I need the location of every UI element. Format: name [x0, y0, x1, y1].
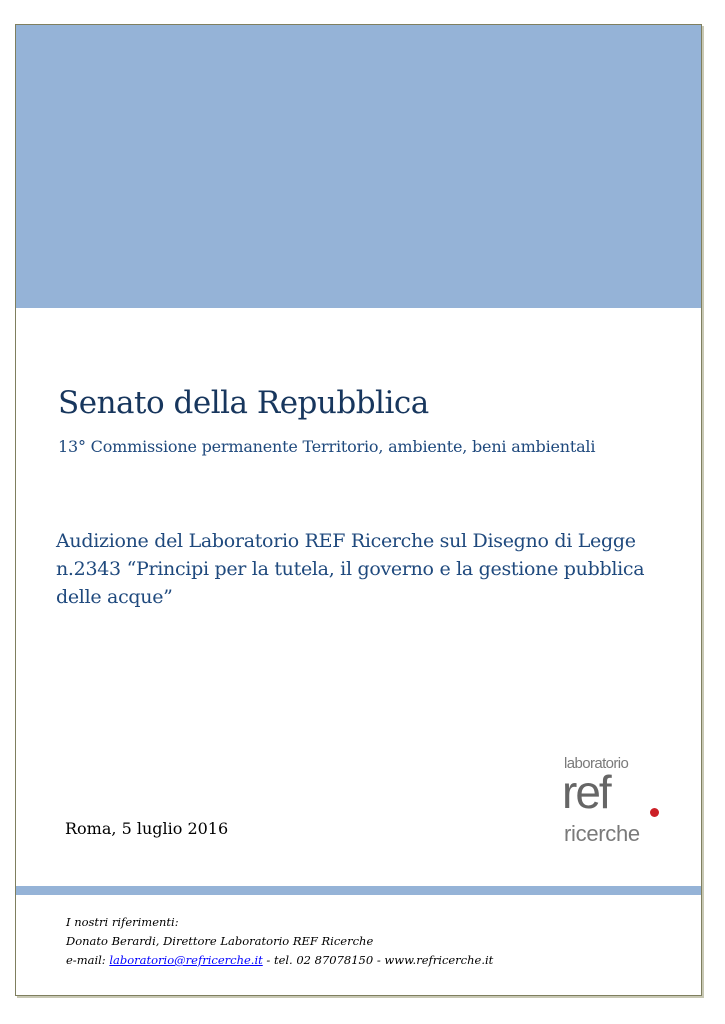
- references-contact: Donato Berardi, Direttore Laboratorio REF Ricerche: [66, 934, 374, 948]
- references-block: [66, 913, 493, 970]
- document-page: [15, 24, 702, 996]
- hearing-line: n.2343 “Principi per la tutela, il governo e la gestione pubblica: [56, 558, 645, 580]
- references-heading: I nostri riferimenti:: [66, 915, 179, 929]
- email-link[interactable]: laboratorio@refricerche.it: [109, 953, 263, 967]
- header-color-band: [16, 25, 701, 308]
- logo-text-ref: ref: [562, 766, 610, 818]
- references-email-line: [66, 951, 493, 970]
- hearing-line: Audizione del Laboratorio REF Ricerche sul Disegno di Legge: [56, 530, 636, 552]
- page-title: Senato della Repubblica: [58, 385, 429, 421]
- hearing-line: delle acque”: [56, 586, 173, 608]
- hearing-description: [56, 527, 656, 611]
- document-date: Roma, 5 luglio 2016: [65, 819, 229, 838]
- logo-text-top: laboratorio: [564, 755, 629, 772]
- commission-subtitle: 13° Commissione permanente Territorio, ambiente, beni ambientali: [58, 437, 596, 456]
- logo-red-dot: [650, 808, 659, 817]
- footer-color-band: [16, 886, 701, 895]
- logo-text-bottom: ricerche: [564, 821, 640, 846]
- email-label: e-mail:: [66, 953, 110, 967]
- ref-ricerche-logo: [564, 755, 676, 845]
- tel-web-text: - tel. 02 87078150 - www.refricerche.it: [262, 953, 494, 967]
